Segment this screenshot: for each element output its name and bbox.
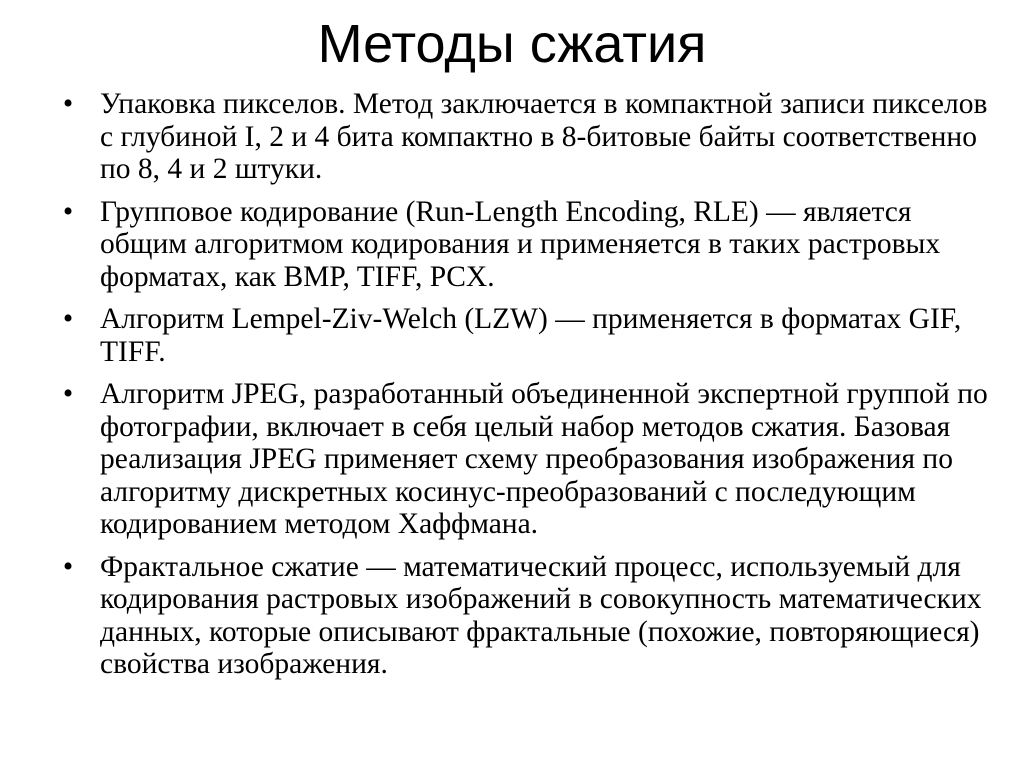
- bullet-text: Групповое кодирование (Run-Length Encoding, RLE) — является общим алгоритмом кодирования и применяется в таких растровых форматах, как BMP, TIFF, PCX.: [100, 195, 941, 293]
- bullet-marker: •: [62, 88, 74, 120]
- bullet-marker: •: [62, 303, 74, 335]
- bullet-marker: •: [62, 195, 74, 228]
- bullet-marker: •: [62, 378, 74, 410]
- bullet-text: Фрактальное сжатие — математический процесс, используемый для кодирования растровых изображений в совокупность математических данных, которые описывают фрактальные (похожие, повторяющиеся) свойства изображения.: [100, 550, 982, 680]
- bullet-item-pixel-packing: [58, 88, 998, 186]
- bullet-list: [58, 88, 998, 691]
- bullet-text: Упаковка пикселов. Метод заключается в компактной записи пикселов с глубиной I, 2 и 4 бита компактно в 8-битовые байты соответственно по 8, 4 и 2 штуки.: [100, 88, 988, 185]
- bullet-item-jpeg: [58, 378, 998, 541]
- bullet-item-fractal: [58, 551, 998, 681]
- bullet-item-lzw: [58, 303, 998, 368]
- bullet-marker: •: [62, 550, 74, 583]
- bullet-item-rle: [58, 196, 998, 294]
- bullet-text: Алгоритм Lempel-Ziv-Welch (LZW) — применяется в форматах GIF, TIFF.: [100, 303, 962, 368]
- bullet-text: Алгоритм JPEG, разработанный объединенной экспертной группой по фотографии, включает в себя целый набор методов сжатия. Базовая реализация JPEG применяет схему преобразования изображения по алгоритму дискретных косинус-преобразований с последующим кодированием методом Хаффмана.: [100, 378, 988, 540]
- slide-title: Методы сжатия: [317, 14, 707, 74]
